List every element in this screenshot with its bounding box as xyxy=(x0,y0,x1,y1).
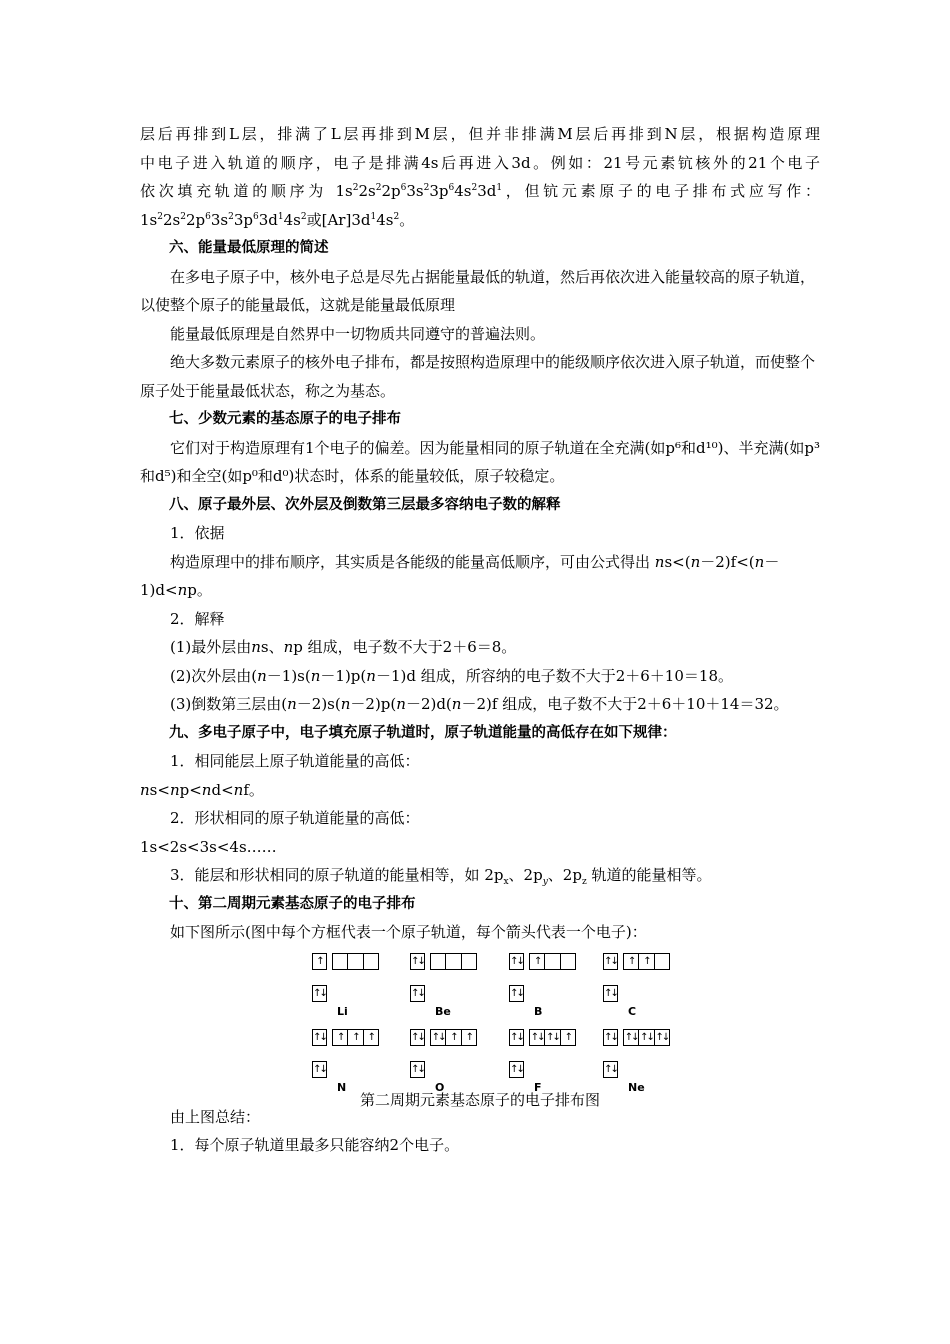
orbital-2s: ↑↓ xyxy=(312,1029,327,1046)
sub-8-2: 2．解释 xyxy=(170,609,225,628)
orbital-2s: ↑ xyxy=(312,953,327,970)
orbital-2p xyxy=(430,1029,477,1046)
para-9-2: 1s<2s<3s<4s…… xyxy=(140,837,277,856)
atom-be xyxy=(410,953,490,1019)
sub-8-1: 1．依据 xyxy=(170,524,225,542)
orbital-2p-cell: ↑↓ xyxy=(640,1031,653,1043)
orbital-2p-cell: ↑ xyxy=(446,1030,461,1045)
para-8-2b: (2)次外层由(n－1)s(n－1)p(n－1)d 组成，所容纳的电子数不大于2＋6＋10＝18。 xyxy=(170,666,733,685)
orbital-2p xyxy=(529,953,576,970)
orbital-2p-cell xyxy=(431,954,446,969)
atom-c xyxy=(603,953,683,1019)
element-symbol: Ne xyxy=(628,1080,645,1094)
orbital-2p-cell: ↑↓ xyxy=(624,1031,638,1043)
orbital-2p-cell: ↑ xyxy=(465,1031,473,1043)
orbital-2s: ↑↓ xyxy=(603,1029,618,1046)
orbital-2s: ↑↓ xyxy=(603,953,618,970)
heading-7: 七、少数元素的基态原子的电子排布 xyxy=(169,411,401,427)
para1-line3: 依次填充轨道的顺序为 $1s^22s^22p^63s^23p^64s^23d^1$，但钪元素原子的电子排布式应写作： xyxy=(140,182,820,200)
document-page xyxy=(140,120,820,1160)
atom-o xyxy=(410,1029,490,1095)
orbital-2p-cell: ↑ xyxy=(367,1031,375,1043)
orbital-2p xyxy=(430,953,477,970)
para-10: 如下图所示(图中每个方框代表一个原子轨道，每个箭头代表一个电子)： xyxy=(170,923,647,941)
orbital-1s: ↑↓ xyxy=(410,1061,425,1078)
para-8-2c: (3)倒数第三层由(n－2)s(n－2)p(n－2)d(n－2)f 组成，电子数不大于2＋6＋10＋14＝32。 xyxy=(170,695,789,713)
orbital-2s: ↑↓ xyxy=(509,953,524,970)
orbital-1s: ↑↓ xyxy=(603,985,618,1002)
orbital-2p-cell xyxy=(655,954,669,969)
para-summary: 由上图总结： xyxy=(170,1107,261,1126)
heading-9: 九、多电子原子中，电子填充原子轨道时，原子轨道能量的高低存在如下规律： xyxy=(169,724,677,741)
orbital-2p-cell xyxy=(462,954,476,969)
orbital-2p-cell: ↑↓ xyxy=(431,1031,445,1043)
orbital-1s: ↑↓ xyxy=(312,1061,327,1078)
orbital-2p-cell xyxy=(364,954,378,969)
para-6b: 能量最低原理是自然界中一切物质共同遵守的普遍法则。 xyxy=(170,324,546,343)
para1-line4: $1s^22s^22p^63s^23p^63d^14s^2$或$[Ar]3d^14s^2$。 xyxy=(140,210,415,229)
atom-li xyxy=(312,953,392,1019)
orbital-1s: ↑↓ xyxy=(509,1061,524,1078)
figure-caption: 第二周期元素基态原子的电子排布图 xyxy=(359,1090,600,1109)
heading-8: 八、原子最外层、次外层及倒数第三层最多容纳电子数的解释 xyxy=(169,496,561,513)
orbital-1s: ↑↓ xyxy=(410,985,425,1002)
orbital-2p-cell xyxy=(545,954,560,969)
atom-n xyxy=(312,1029,392,1095)
para-6c: 绝大多数元素原子的核外电子排布，都是按照构造原理中的能级顺序依次进入原子轨道，而使整个原子处于能量最低状态，称之为基态。 xyxy=(140,353,816,400)
sub-9-2: 2．形状相同的原子轨道能量的高低： xyxy=(170,809,420,827)
orbital-2p-cell: ↑ xyxy=(530,954,545,969)
heading-6: 六、能量最低原理的简述 xyxy=(169,240,329,256)
orbital-2p-cell: ↑ xyxy=(348,1030,363,1045)
para-8-1: 构造原理中的排布顺序，其实质是各能级的能量高低顺序，可由公式得出 ns<(n－2)f<(n－1)d<np。 xyxy=(140,552,780,599)
orbital-2p-cell: ↑ xyxy=(639,954,654,969)
para-7: 它们对于构造原理有1个电子的偏差。因为能量相同的原子轨道在全充满(如p⁶和d¹⁰)、半充满(如p³和d⁵)和全空(如p⁰和d⁰)状态时，体系的能量较低，原子较稳定。 xyxy=(140,438,820,485)
sub-9-1: 1．相同能层上原子轨道能量的高低： xyxy=(170,752,420,770)
orbital-2p-cell: ↑ xyxy=(564,1031,572,1043)
para-8-2a: (1)最外层由ns、np 组成，电子数不大于2＋6＝8。 xyxy=(170,638,517,656)
orbital-2p-cell xyxy=(561,954,575,969)
orbital-2p-cell xyxy=(348,954,363,969)
heading-10: 十、第二周期元素基态原子的电子排布 xyxy=(169,895,416,912)
orbital-2p xyxy=(623,953,670,970)
orbital-1s: ↑↓ xyxy=(509,985,524,1002)
element-symbol: Be xyxy=(435,1004,451,1018)
element-symbol: N xyxy=(337,1080,347,1094)
element-symbol: O xyxy=(435,1080,445,1094)
sub-9-3: 3．能层和形状相同的原子轨道的能量相等，如 $2p_x$、$2p_y$、$2p_z$ 轨道的能量相等。 xyxy=(170,866,712,887)
orbital-2p-cell xyxy=(446,954,461,969)
para-6a: 在多电子原子中，核外电子总是尽先占据能量最低的轨道，然后再依次进入能量较高的原子轨道，以使整个原子的能量最低，这就是能量最低原理 xyxy=(140,267,816,314)
element-symbol: Li xyxy=(337,1004,348,1018)
orbital-1s: ↑↓ xyxy=(312,985,327,1002)
orbital-2p-cell xyxy=(333,954,348,969)
para1-line2: 中电子进入轨道的顺序，电子是排满4s后再进入3d。例如：21号元素钪核外的21个电子 xyxy=(140,153,820,172)
orbital-1s: ↑↓ xyxy=(603,1061,618,1078)
orbital-2p-cell: ↑↓ xyxy=(530,1031,544,1043)
para-summary-1: 1．每个原子轨道里最多只能容纳2个电子。 xyxy=(170,1136,460,1154)
element-symbol: F xyxy=(534,1080,542,1094)
orbital-2p-cell: ↑↓ xyxy=(546,1031,559,1043)
orbital-diagram xyxy=(140,951,820,1109)
para1-line1: 层后再排到L层，排满了L层再排到M层，但并非排满M层后再排到N层，根据构造原理 xyxy=(140,125,820,143)
element-symbol: C xyxy=(628,1004,637,1018)
orbital-2p xyxy=(332,1029,379,1046)
orbital-2p-cell: ↑ xyxy=(333,1030,348,1045)
orbital-2p xyxy=(332,953,379,970)
para-9-1: ns<np<nd<nf。 xyxy=(140,780,264,799)
atom-b xyxy=(509,953,589,1019)
orbital-2p xyxy=(623,1029,670,1046)
orbital-2s: ↑↓ xyxy=(509,1029,524,1046)
atom-ne xyxy=(603,1029,683,1095)
element-symbol: B xyxy=(534,1004,543,1018)
orbital-2s: ↑↓ xyxy=(410,1029,425,1046)
atom-f xyxy=(509,1029,589,1095)
orbital-2p-cell: ↑ xyxy=(624,954,639,969)
orbital-2p xyxy=(529,1029,576,1046)
orbital-2s: ↑↓ xyxy=(410,953,425,970)
orbital-2p-cell: ↑↓ xyxy=(655,1031,669,1043)
